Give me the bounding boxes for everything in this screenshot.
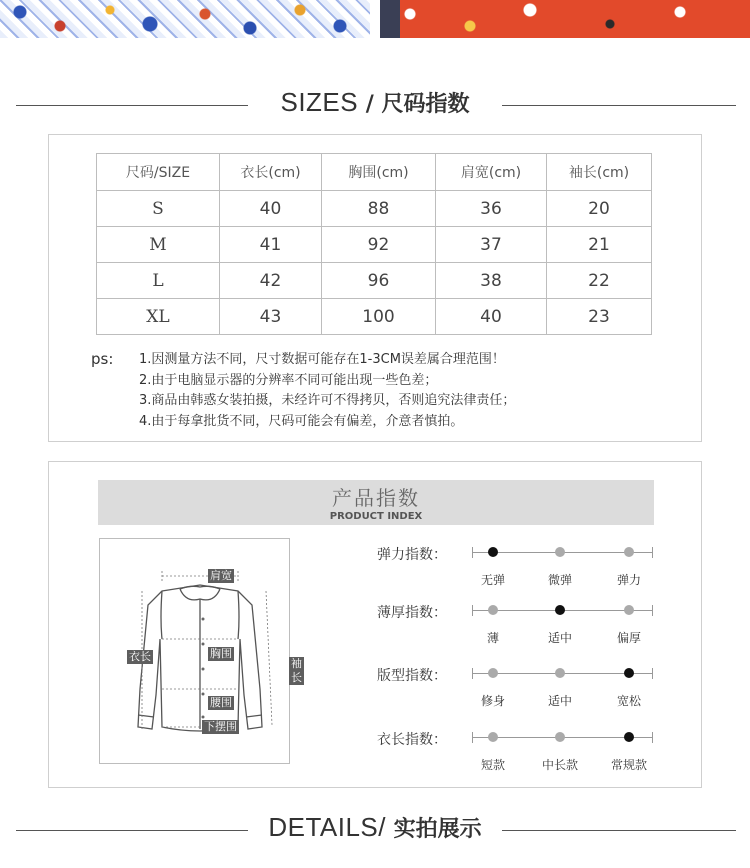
chest-cell: 88	[322, 191, 436, 227]
measure-label-shoulder: 肩宽	[210, 569, 232, 582]
index-option-label: 宽松	[616, 694, 641, 708]
product-index-title-en: PRODUCT INDEX	[329, 511, 423, 522]
index-dot	[488, 732, 498, 742]
scale-end-tick	[652, 605, 653, 616]
scale-end-tick	[652, 547, 653, 558]
index-dot	[488, 668, 498, 678]
col-header-chest: 胸围(cm)	[322, 154, 436, 191]
product-photo-blue-floral	[0, 0, 370, 38]
index-option-label: 无弹	[480, 573, 505, 587]
index-scale	[472, 673, 652, 708]
index-scale	[472, 737, 652, 772]
index-row-length	[369, 729, 669, 772]
index-option-label: 中长款	[541, 758, 578, 772]
index-row-fit	[369, 665, 669, 708]
col-header-size: 尺码/SIZE	[97, 154, 220, 191]
index-dot-selected	[555, 605, 565, 615]
sleeve-cell: 20	[547, 191, 652, 227]
product-photo-strip	[0, 0, 750, 38]
table-row	[97, 263, 652, 299]
measure-label-hem: 下摆围	[204, 720, 237, 733]
index-title: 薄厚指数：	[377, 605, 447, 621]
note-item: 4.由于每拿批货不同，尺码可能会有偏差，介意者慎拍。	[139, 413, 464, 429]
index-option-label: 短款	[480, 758, 505, 772]
product-index-panel	[48, 461, 702, 788]
shirt-measurement-diagram	[99, 538, 302, 764]
sizes-title-sep: /	[358, 92, 382, 117]
sleeve-cell: 23	[547, 299, 652, 335]
index-dot	[555, 547, 565, 557]
size-chart-panel	[48, 134, 702, 442]
index-dot	[555, 668, 565, 678]
index-dot	[488, 605, 498, 615]
details-title-en: DETAILS/	[268, 812, 386, 842]
length-cell: 40	[220, 191, 322, 227]
index-title: 版型指数：	[377, 668, 447, 684]
length-cell: 41	[220, 227, 322, 263]
sizes-section-header	[0, 87, 750, 123]
index-option-label: 薄	[486, 631, 499, 645]
col-header-sleeve: 袖长(cm)	[547, 154, 652, 191]
size-table	[96, 153, 652, 335]
index-dot-selected	[488, 547, 498, 557]
index-option-label: 修身	[480, 694, 505, 708]
size-cell: L	[97, 263, 220, 299]
size-table-header-row	[97, 154, 652, 191]
notes-label: ps:	[91, 350, 114, 368]
sizes-title-en: SIZES	[280, 87, 359, 117]
index-scale	[472, 552, 652, 587]
index-option-label: 偏厚	[616, 631, 641, 645]
scale-end-tick	[472, 668, 473, 679]
details-section-header	[0, 812, 750, 848]
index-title: 衣长指数：	[377, 732, 447, 748]
index-title: 弹力指数：	[377, 547, 447, 563]
table-row	[97, 299, 652, 335]
product-index-banner	[98, 480, 654, 525]
details-title-cn: 实拍展示	[386, 817, 482, 842]
index-option-label: 弹力	[616, 573, 641, 587]
size-cell: M	[97, 227, 220, 263]
notes-list	[139, 350, 515, 432]
measure-label-chest: 胸围	[210, 647, 232, 660]
scale-end-tick	[652, 732, 653, 743]
index-dot	[555, 732, 565, 742]
sleeve-cell: 21	[547, 227, 652, 263]
index-dot	[624, 605, 634, 615]
index-dot-selected	[624, 668, 634, 678]
length-cell: 43	[220, 299, 322, 335]
measure-label-length: 衣长	[129, 650, 151, 663]
shoulder-cell: 40	[436, 299, 547, 335]
index-option-label: 适中	[547, 694, 572, 708]
scale-end-tick	[472, 605, 473, 616]
index-dot-selected	[624, 732, 634, 742]
note-item: 2.由于电脑显示器的分辨率不同可能出现一些色差；	[139, 372, 438, 388]
chest-cell: 96	[322, 263, 436, 299]
product-index-title-cn: 产品指数	[332, 486, 420, 510]
scale-end-tick	[652, 668, 653, 679]
note-item: 1.因测量方法不同，尺寸数据可能存在1-3CM误差属合理范围！	[139, 352, 505, 367]
size-cell: XL	[97, 299, 220, 335]
shoulder-cell: 37	[436, 227, 547, 263]
col-header-shoulder: 肩宽(cm)	[436, 154, 547, 191]
details-title	[0, 812, 750, 843]
index-row-thickness	[369, 602, 669, 645]
note-item: 3.商品由韩惑女装拍摄，未经许可不得拷贝，否则追究法律责任；	[139, 393, 516, 408]
length-cell: 42	[220, 263, 322, 299]
index-option-label: 微弹	[547, 573, 572, 587]
index-dot	[624, 547, 634, 557]
product-photo-red-floral	[380, 0, 750, 38]
sizes-title-cn: 尺码指数	[381, 92, 470, 117]
shoulder-cell: 38	[436, 263, 547, 299]
table-row	[97, 191, 652, 227]
sleeve-cell: 22	[547, 263, 652, 299]
measure-label-sleeve: 袖长	[291, 657, 302, 684]
measure-label-waist: 腰围	[210, 696, 232, 709]
table-row	[97, 227, 652, 263]
index-option-label: 常规款	[610, 758, 647, 772]
index-option-label: 适中	[547, 631, 572, 645]
scale-end-tick	[472, 732, 473, 743]
shoulder-cell: 36	[436, 191, 547, 227]
chest-cell: 100	[322, 299, 436, 335]
index-row-elasticity	[369, 544, 669, 587]
scale-end-tick	[472, 547, 473, 558]
index-scale	[472, 610, 652, 645]
chest-cell: 92	[322, 227, 436, 263]
size-cell: S	[97, 191, 220, 227]
sizes-title	[0, 87, 750, 118]
col-header-length: 衣长(cm)	[220, 154, 322, 191]
